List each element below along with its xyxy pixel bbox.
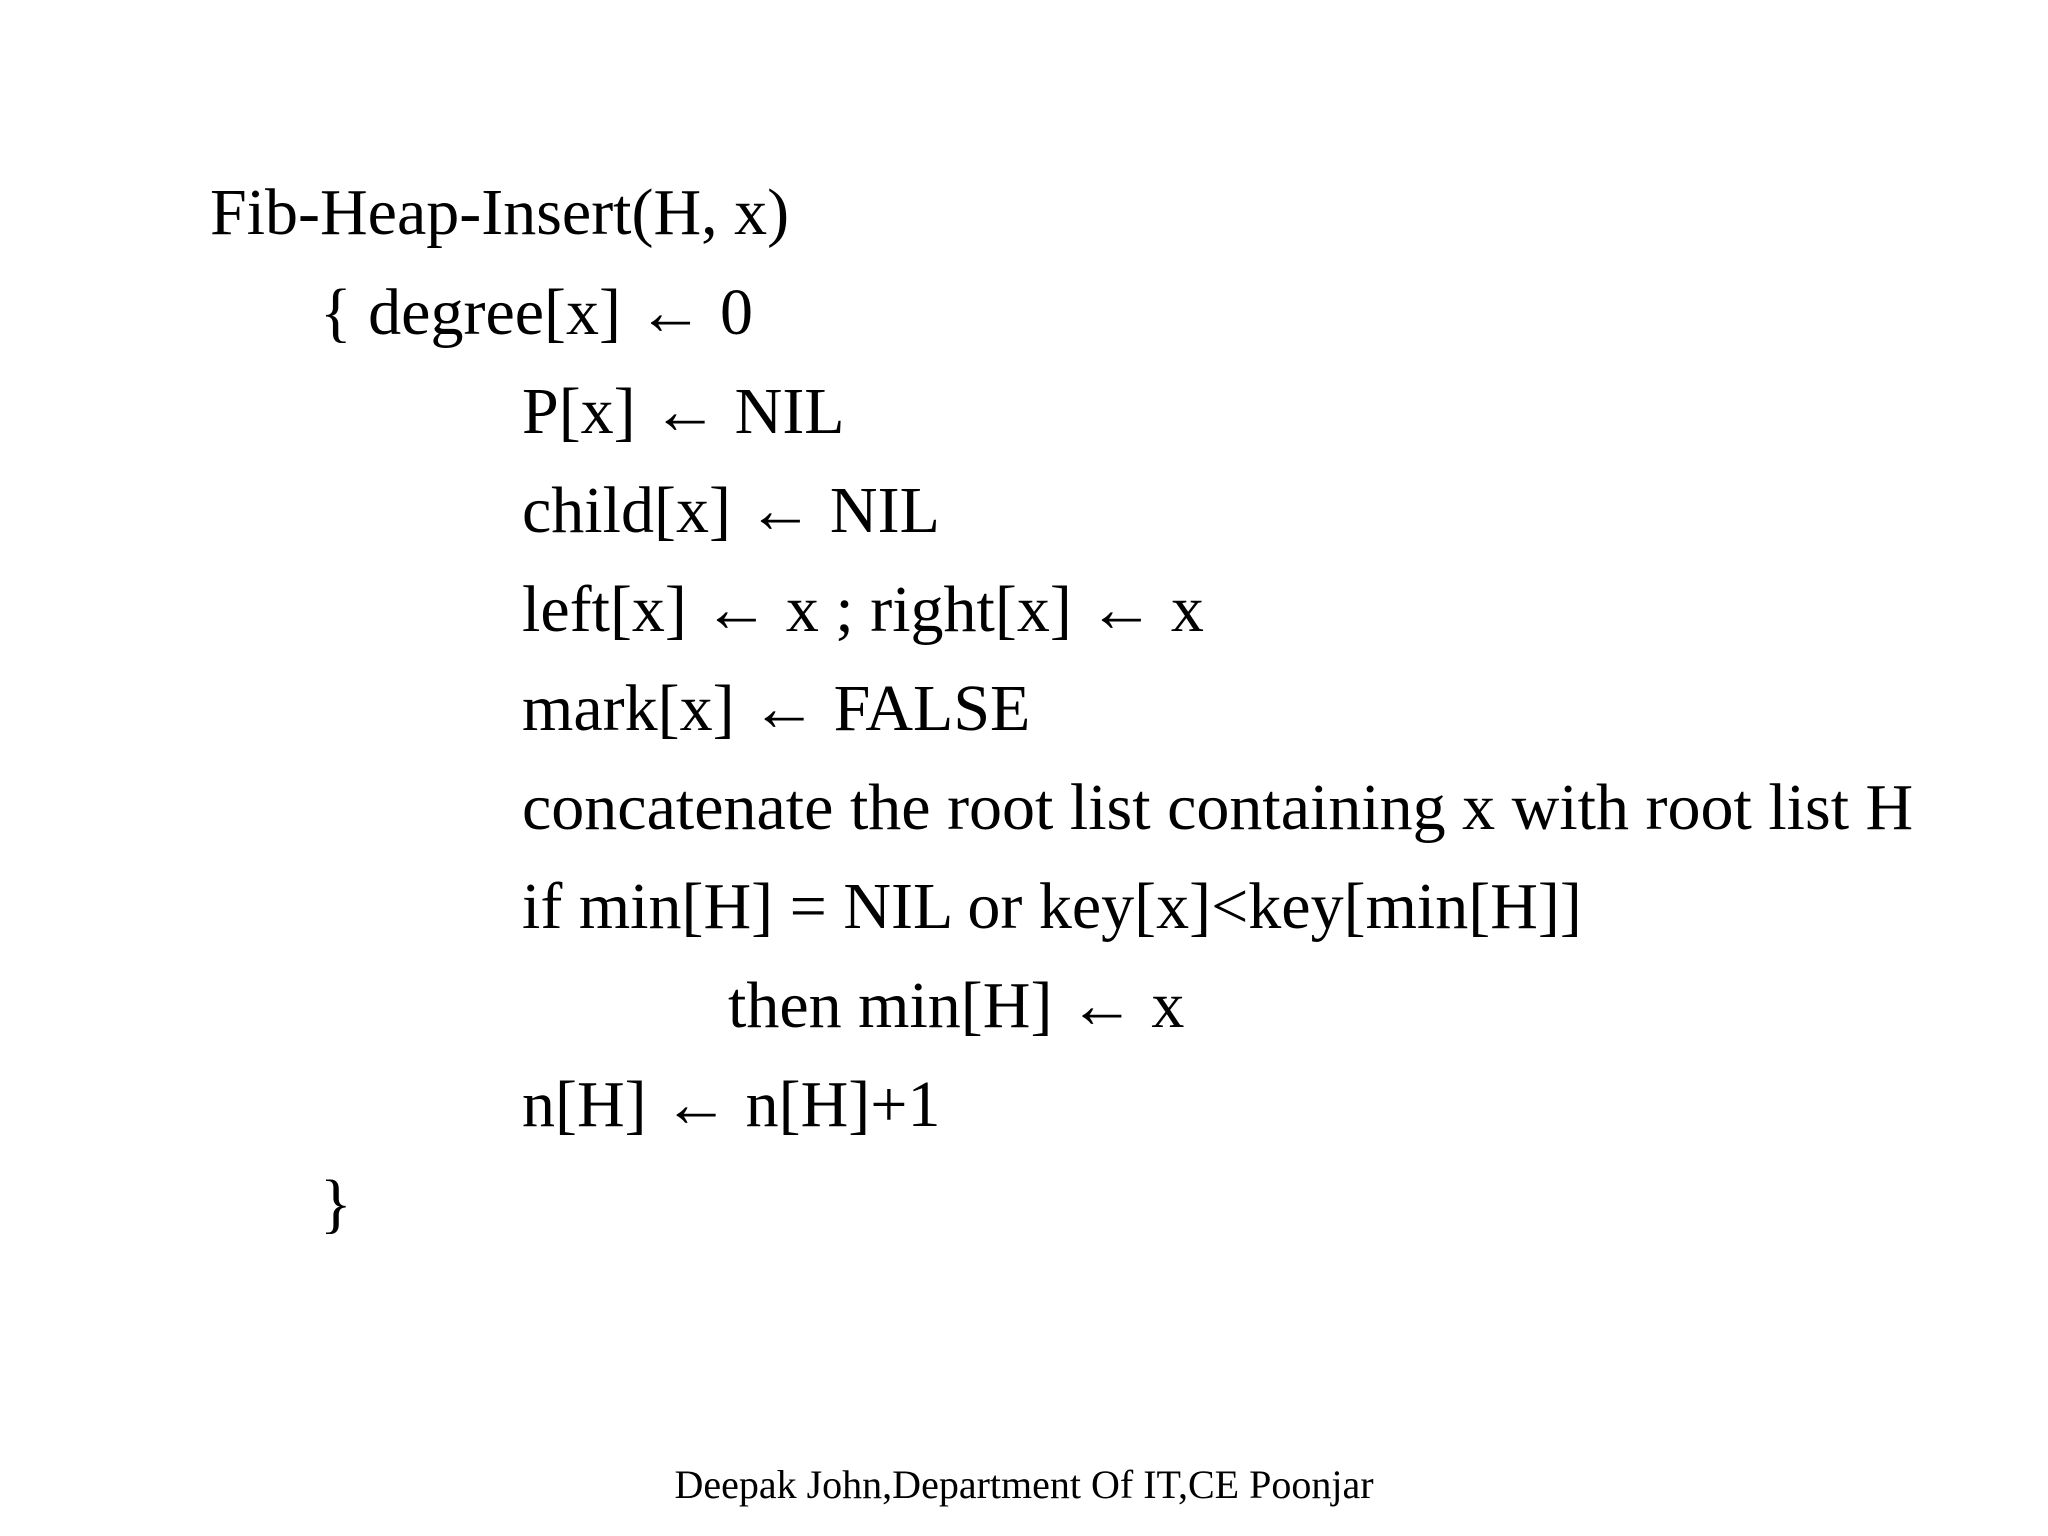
code-line-mark: mark[x] ← FALSE	[522, 672, 1031, 745]
code-line-concatenate: concatenate the root list containing x with root list H	[522, 771, 1914, 844]
code-line-increment: n[H] ← n[H]+1	[522, 1068, 941, 1141]
code-line-closing-brace: }	[320, 1167, 352, 1240]
code-line-degree: { degree[x] ← 0	[320, 276, 753, 349]
code-line-then: then min[H] ← x	[728, 969, 1185, 1042]
code-line-left-right: left[x] ← x ; right[x] ← x	[522, 573, 1204, 646]
code-line-parent: P[x] ← NIL	[522, 375, 845, 448]
code-line-if-condition: if min[H] = NIL or key[x]<key[min[H]]	[522, 870, 1582, 943]
code-line-child: child[x] ← NIL	[522, 474, 940, 547]
procedure-heading: Fib-Heap-Insert(H, x)	[210, 176, 790, 249]
slide-footer: Deepak John,Department Of IT,CE Poonjar	[674, 1462, 1374, 1507]
